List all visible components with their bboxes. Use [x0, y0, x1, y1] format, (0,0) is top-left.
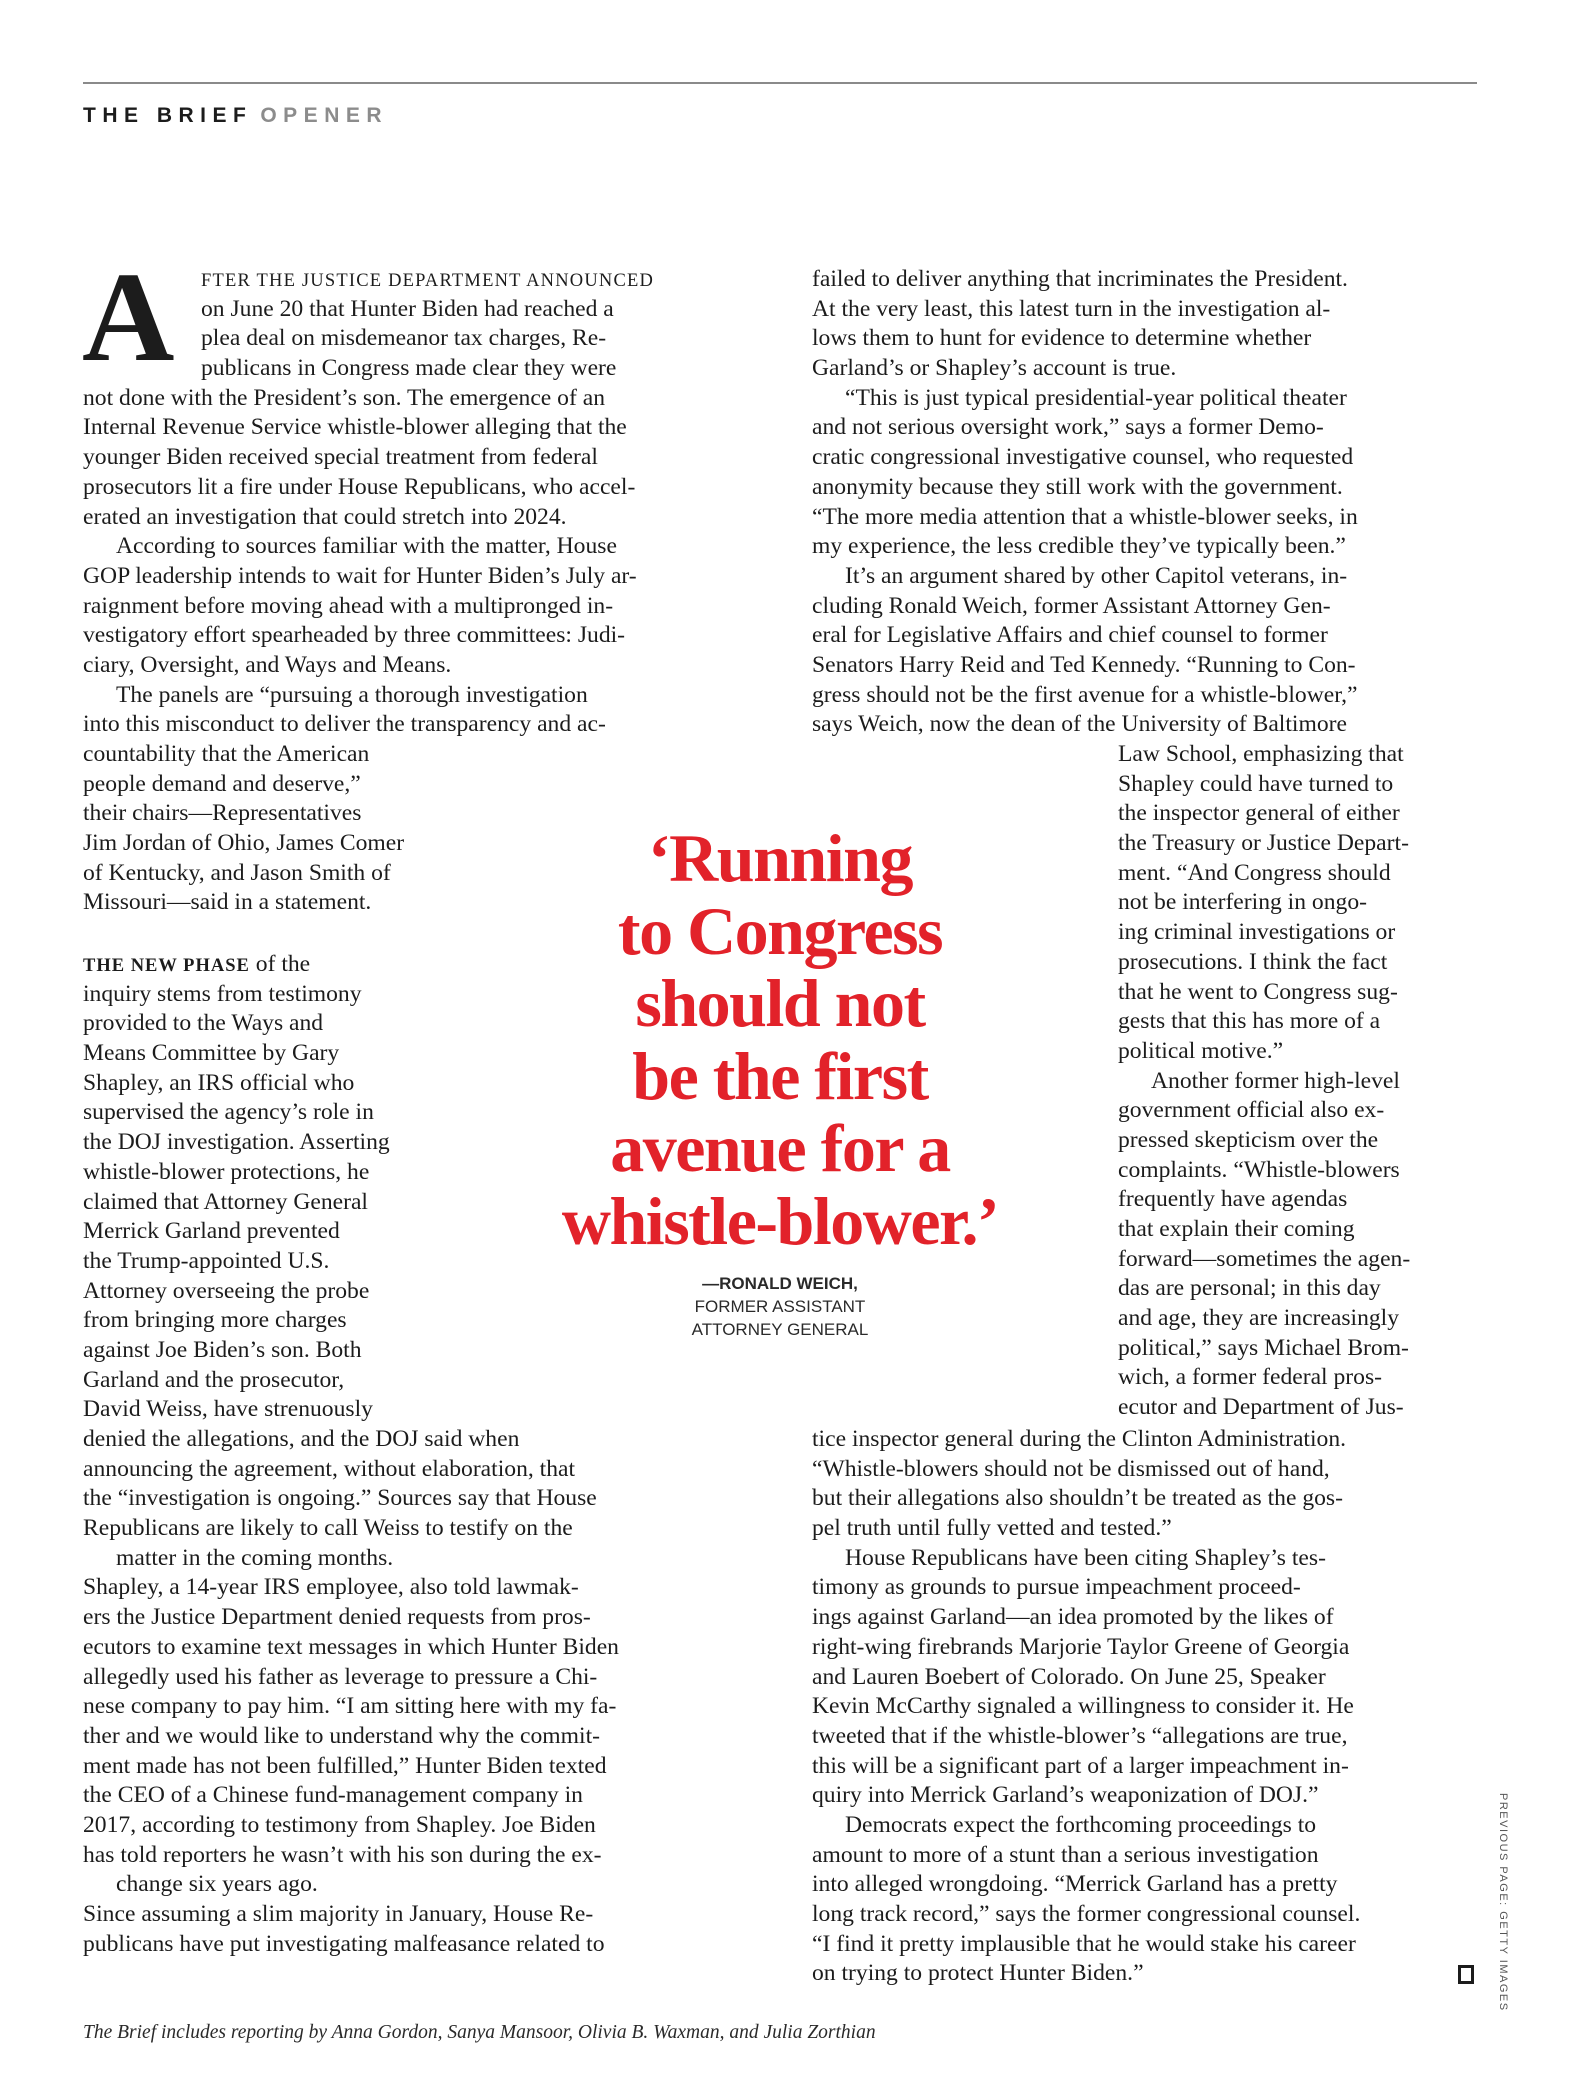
text-line: Senators Harry Reid and Ted Kennedy. “Running to Con-: [812, 651, 1356, 678]
text-line: Law School, emphasizing that: [1118, 741, 1404, 767]
text-line: of Kentucky, and Jason Smith of: [83, 859, 391, 886]
text-line: long track record,” says the former congressional counsel.: [812, 1901, 1361, 1927]
text-line: lows them to hunt for evidence to determine whether: [812, 325, 1312, 352]
text-line: the Trump-appointed U.S.: [83, 1247, 330, 1274]
text-line: It’s an argument shared by other Capitol veterans, in-: [845, 562, 1348, 589]
text-line: the DOJ investigation. Asserting: [83, 1129, 390, 1156]
text-line: ing criminal investigations or: [1118, 919, 1396, 946]
text-line: Missouri—said in a statement.: [83, 889, 372, 916]
text-line: GOP leadership intends to wait for Hunter Biden’s July ar-: [83, 562, 637, 589]
text-line: pel truth until fully vetted and tested.”: [812, 1515, 1172, 1542]
text-line: inquiry stems from testimony: [83, 980, 362, 1007]
text-line: “I find it pretty implausible that he would stake his career: [812, 1930, 1356, 1957]
text-line: 2017, according to testimony from Shapley. Joe Biden: [83, 1811, 596, 1838]
pull-quote-line: avenue for a: [610, 1110, 950, 1186]
text-line: David Weiss, have strenuously: [83, 1396, 373, 1423]
text-line: allegedly used his father as leverage to pressure a Chi-: [83, 1663, 598, 1690]
text-line: das are personal; in this day: [1118, 1275, 1381, 1302]
text-line: right-wing firebrands Marjorie Taylor Greene of Georgia: [812, 1633, 1350, 1660]
text-line: vestigatory effort spearheaded by three committees: Judi-: [83, 622, 626, 649]
text-line: ment. “And Congress should: [1118, 859, 1391, 886]
text-line: provided to the Ways and: [83, 1010, 324, 1037]
text-line: claimed that Attorney General: [83, 1188, 368, 1215]
text-line: ther and we would like to understand why the commit-: [83, 1722, 600, 1749]
photo-credit: PREVIOUS PAGE: GETTY IMAGES: [1497, 1793, 1509, 2012]
text-line: says Weich, now the dean of the University of Baltimore: [812, 711, 1347, 738]
text-line: Shapley could have turned to: [1118, 770, 1394, 797]
text-line: ecutor and Department of Jus-: [1118, 1394, 1404, 1421]
text-line: prosecutors lit a fire under House Republicans, who accel-: [83, 473, 636, 500]
reporting-credit: The Brief includes reporting by Anna Gordon, Sanya Mansoor, Olivia B. Waxman, and Julia Zorthian: [83, 2022, 876, 2043]
text-line: House Republicans have been citing Shapley’s tes-: [845, 1544, 1326, 1571]
text-line: FTER THE JUSTICE DEPARTMENT ANNOUNCED: [201, 271, 655, 291]
text-line: Kevin McCarthy signaled a willingness to consider it. He: [812, 1693, 1354, 1720]
text-line: not be interfering in ongo-: [1118, 889, 1367, 916]
pull-quote-line: be the first: [632, 1037, 928, 1114]
text-line: ers the Justice Department denied requests from pros-: [83, 1604, 591, 1631]
text-line: the Treasury or Justice Depart-: [1118, 830, 1409, 857]
text-line: cratic congressional investigative counsel, who requested: [812, 444, 1354, 471]
text-line: Garland’s or Shapley’s account is true.: [812, 355, 1177, 382]
text-line: tweeted that if the whistle-blower’s “allegations are true,: [812, 1722, 1348, 1749]
top-rule: [83, 82, 1477, 84]
text-line: my experience, the less credible they’ve typically been.”: [812, 533, 1346, 560]
text-line: the inspector general of either: [1118, 800, 1400, 827]
end-mark-icon: [1458, 1965, 1474, 1984]
text-line: wich, a former federal pros-: [1118, 1364, 1382, 1391]
text-line: ecutors to examine text messages in which Hunter Biden: [83, 1633, 619, 1660]
text-line: Since assuming a slim majority in January, House Re-: [83, 1901, 594, 1927]
text-line: ings against Garland—an idea promoted by the likes of: [812, 1604, 1334, 1631]
text-line: matter in the coming months.: [116, 1544, 394, 1571]
text-line: government official also ex-: [1118, 1097, 1385, 1124]
text-line: people demand and deserve,”: [83, 770, 361, 797]
col2-block-c: [812, 1425, 1360, 1989]
text-line: anonymity because they still work with the government.: [812, 473, 1343, 500]
section-header: [83, 104, 388, 128]
drop-cap: A: [82, 246, 175, 388]
text-line: Merrick Garland prevented: [83, 1218, 340, 1245]
text-line: Garland and the prosecutor,: [83, 1366, 345, 1393]
text-line: Democrats expect the forthcoming proceedings to: [845, 1811, 1317, 1838]
text-line: plea deal on misdemeanor tax charges, Re-: [201, 325, 607, 352]
text-line: denied the allegations, and the DOJ said when: [83, 1426, 520, 1452]
text-line: and age, they are increasingly: [1118, 1305, 1400, 1332]
text-line: failed to deliver anything that incriminates the President.: [812, 266, 1348, 292]
text-line: eral for Legislative Affairs and chief counsel to former: [812, 622, 1328, 649]
text-line: timony as grounds to pursue impeachment proceed-: [812, 1574, 1301, 1601]
run-in-head: THE NEW PHASE: [83, 956, 250, 976]
text-line: on trying to protect Hunter Biden.”: [812, 1960, 1144, 1987]
text-line: that he went to Congress sug-: [1118, 978, 1398, 1005]
text-line: Republicans are likely to call Weiss to testify on the: [83, 1515, 573, 1542]
text-line: erated an investigation that could stretch into 2024.: [83, 503, 567, 530]
text-line: younger Biden received special treatment from federal: [83, 444, 598, 471]
pull-quote-line: should not: [635, 965, 925, 1041]
text-line: nese company to pay him. “I am sitting here with my fa-: [83, 1693, 617, 1720]
text-line: prosecutions. I think the fact: [1118, 948, 1388, 975]
text-line: against Joe Biden’s son. Both: [83, 1336, 362, 1363]
text-line: the “investigation is ongoing.” Sources say that House: [83, 1485, 597, 1512]
attribution-name: —RONALD WEICH,: [702, 1274, 858, 1293]
text-line: THE NEW PHASE of the: [83, 951, 311, 977]
text-line: political motive.”: [1118, 1037, 1284, 1064]
text-line: “Whistle-blowers should not be dismissed out of hand,: [812, 1455, 1330, 1482]
col2-block-a: [812, 265, 1358, 740]
pull-quote-attribution: [620, 1272, 940, 1341]
text-line: their chairs—Representatives: [83, 800, 362, 827]
text-line: amount to more of a stunt than a serious investigation: [812, 1841, 1319, 1868]
text-line: pressed skepticism over the: [1118, 1126, 1379, 1153]
col2-block-b: [1118, 740, 1410, 1423]
text-line: this will be a significant part of a larger impeachment in-: [812, 1752, 1349, 1779]
text-line: change six years ago.: [116, 1871, 318, 1898]
text-line: frequently have agendas: [1118, 1186, 1348, 1213]
text-line: into this misconduct to deliver the transparency and ac-: [83, 711, 606, 738]
text-line: The panels are “pursuing a thorough investigation: [116, 681, 588, 708]
pull-quote-line: whistle-blower.’: [561, 1182, 999, 1259]
text-line: Another former high-level: [1151, 1067, 1400, 1094]
pull-quote-line: ‘Running: [648, 820, 912, 896]
text-line: announcing the agreement, without elaboration, that: [83, 1455, 576, 1482]
text-line: on June 20 that Hunter Biden had reached a: [201, 295, 614, 322]
text-line: gress should not be the first avenue for a whistle-blower,”: [812, 681, 1358, 708]
text-line: “The more media attention that a whistle-blower seeks, in: [812, 503, 1358, 530]
text-line: that explain their coming: [1118, 1216, 1355, 1242]
text-line: cluding Ronald Weich, former Assistant Attorney Gen-: [812, 592, 1331, 619]
text-line: tice inspector general during the Clinton Administration.: [812, 1426, 1347, 1452]
pull-quote: [480, 822, 1080, 1257]
text-line: publicans have put investigating malfeasance related to: [83, 1930, 605, 1957]
text-line: Shapley, an IRS official who: [83, 1069, 355, 1096]
text-line: political,” says Michael Brom-: [1118, 1334, 1409, 1361]
text-line: and not serious oversight work,” says a former Demo-: [812, 414, 1324, 441]
text-line: whistle-blower protections, he: [83, 1158, 370, 1185]
subsection-label: OPENER: [260, 104, 389, 127]
text-line: the CEO of a Chinese fund-management company in: [83, 1782, 583, 1809]
text-line: from bringing more charges: [83, 1307, 347, 1334]
text-line: into alleged wrongdoing. “Merrick Garland has a pretty: [812, 1871, 1338, 1898]
text-line: “This is just typical presidential-year political theater: [845, 384, 1347, 411]
text-line: Jim Jordan of Ohio, James Comer: [83, 830, 405, 857]
text-line: According to sources familiar with the matter, House: [116, 533, 617, 560]
text-line: At the very least, this latest turn in the investigation al-: [812, 295, 1331, 322]
text-line: not done with the President’s son. The emergence of an: [83, 384, 605, 411]
text-line: countability that the American: [83, 741, 370, 768]
section-label: THE BRIEF: [83, 104, 253, 127]
text-line: supervised the agency’s role in: [83, 1099, 374, 1126]
text-line: has told reporters he wasn’t with his son during the ex-: [83, 1841, 602, 1868]
attribution-title: ATTORNEY GENERAL: [691, 1320, 869, 1339]
attribution-title: FORMER ASSISTANT: [694, 1297, 866, 1316]
col1-top: [201, 265, 654, 384]
text-line: Internal Revenue Service whistle-blower alleging that the: [83, 414, 627, 441]
text-line: and Lauren Boebert of Colorado. On June 25, Speaker: [812, 1663, 1326, 1690]
text-line: complaints. “Whistle-blowers: [1118, 1156, 1400, 1183]
text-line: gests that this has more of a: [1118, 1008, 1381, 1035]
text-line: but their allegations also shouldn’t be treated as the gos-: [812, 1485, 1343, 1512]
text-line: ment made has not been fulfilled,” Hunter Biden texted: [83, 1752, 607, 1779]
text-line: ciary, Oversight, and Ways and Means.: [83, 651, 452, 678]
text-line: publicans in Congress made clear they were: [201, 355, 617, 382]
text-line: quiry into Merrick Garland’s weaponization of DOJ.”: [812, 1782, 1319, 1809]
text-line: forward—sometimes the agen-: [1118, 1245, 1411, 1272]
text-line: raignment before moving ahead with a multipronged in-: [83, 592, 614, 619]
text-line: Means Committee by Gary: [83, 1040, 340, 1067]
pull-quote-line: to Congress: [617, 892, 943, 969]
text-line: Attorney overseeing the probe: [83, 1277, 370, 1304]
text-line: Shapley, a 14-year IRS employee, also told lawmak-: [83, 1574, 579, 1601]
